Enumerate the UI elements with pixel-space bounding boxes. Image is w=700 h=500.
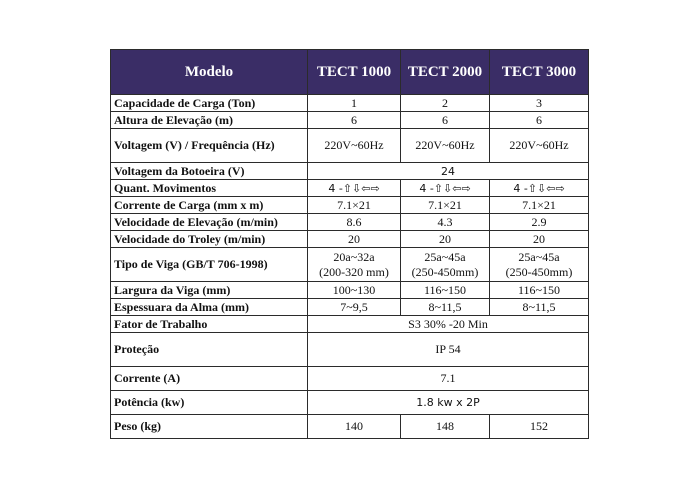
table-row [111, 129, 589, 163]
table-row [111, 415, 589, 439]
row-label: Altura de Elevação (m) [111, 112, 308, 129]
row-label: Voltagem (V) / Frequência (Hz) [111, 129, 308, 163]
cell-value: 4 -⇧⇩⇦⇨ [490, 180, 589, 197]
cell-value-merged: 1.8 kw x 2P [308, 391, 589, 415]
row-label: Peso (kg) [111, 415, 308, 439]
row-label: Voltagem da Botoeira (V) [111, 163, 308, 180]
table-row [111, 180, 589, 197]
cell-value-merged: IP 54 [308, 333, 589, 367]
row-label: Velocidade de Elevação (m/min) [111, 214, 308, 231]
cell-value: 7~9,5 [308, 299, 401, 316]
cell-value: 20 [308, 231, 401, 248]
header-model-3: TECT 3000 [490, 50, 589, 95]
table-row [111, 299, 589, 316]
row-label: Corrente (A) [111, 367, 308, 391]
table-row [111, 95, 589, 112]
table-row [111, 231, 589, 248]
row-label: Quant. Movimentos [111, 180, 308, 197]
cell-value: 8~11,5 [401, 299, 490, 316]
table-row [111, 333, 589, 367]
cell-value [401, 248, 490, 282]
cell-value: 7.1×21 [490, 197, 589, 214]
table-row [111, 367, 589, 391]
header-model-label: Modelo [111, 50, 308, 95]
row-label: Proteção [111, 333, 308, 367]
beam-size: (250-450mm) [505, 264, 573, 279]
row-label: Espessuara da Alma (mm) [111, 299, 308, 316]
header-model-2: TECT 2000 [401, 50, 490, 95]
cell-value: 2.9 [490, 214, 589, 231]
table-row [111, 316, 589, 333]
row-label: Largura da Viga (mm) [111, 282, 308, 299]
row-label: Capacidade de Carga (Ton) [111, 95, 308, 112]
cell-value: 4 -⇧⇩⇦⇨ [401, 180, 490, 197]
table-row [111, 391, 589, 415]
cell-value: 20 [401, 231, 490, 248]
cell-value: 8.6 [308, 214, 401, 231]
cell-value: 20 [490, 231, 589, 248]
cell-value: 3 [490, 95, 589, 112]
cell-value [308, 248, 401, 282]
cell-value: 220V~60Hz [490, 129, 589, 163]
cell-value [490, 248, 589, 282]
cell-value: 2 [401, 95, 490, 112]
cell-value: 1 [308, 95, 401, 112]
cell-value: 7.1×21 [401, 197, 490, 214]
beam-size: (200-320 mm) [319, 264, 389, 279]
cell-value: 6 [308, 112, 401, 129]
cell-value: 116~150 [401, 282, 490, 299]
cell-value: 4.3 [401, 214, 490, 231]
cell-value: 100~130 [308, 282, 401, 299]
cell-value-merged: 24 [308, 163, 589, 180]
spec-table [110, 49, 589, 439]
row-label: Potência (kw) [111, 391, 308, 415]
header-model-1: TECT 1000 [308, 50, 401, 95]
beam-type: 25a~45a [424, 249, 466, 264]
cell-value: 6 [401, 112, 490, 129]
cell-value-merged: 7.1 [308, 367, 589, 391]
cell-value: 140 [308, 415, 401, 439]
row-label: Corrente de Carga (mm x m) [111, 197, 308, 214]
cell-value: 4 -⇧⇩⇦⇨ [308, 180, 401, 197]
row-label: Tipo de Viga (GB/T 706-1998) [111, 248, 308, 282]
cell-value: 220V~60Hz [308, 129, 401, 163]
cell-value: 6 [490, 112, 589, 129]
row-label: Fator de Trabalho [111, 316, 308, 333]
beam-type: 25a~45a [518, 249, 560, 264]
table-row [111, 214, 589, 231]
beam-size: (250-450mm) [411, 264, 479, 279]
cell-value: 8~11,5 [490, 299, 589, 316]
table-row [111, 282, 589, 299]
cell-value: 152 [490, 415, 589, 439]
cell-value-merged: S3 30% -20 Min [308, 316, 589, 333]
cell-value: 148 [401, 415, 490, 439]
beam-type: 20a~32a [333, 249, 375, 264]
table-row [111, 163, 589, 180]
row-label: Velocidade do Troley (m/min) [111, 231, 308, 248]
table-header-row [111, 50, 589, 95]
table-row [111, 197, 589, 214]
cell-value: 116~150 [490, 282, 589, 299]
cell-value: 220V~60Hz [401, 129, 490, 163]
table-row [111, 248, 589, 282]
cell-value: 7.1×21 [308, 197, 401, 214]
table-row [111, 112, 589, 129]
